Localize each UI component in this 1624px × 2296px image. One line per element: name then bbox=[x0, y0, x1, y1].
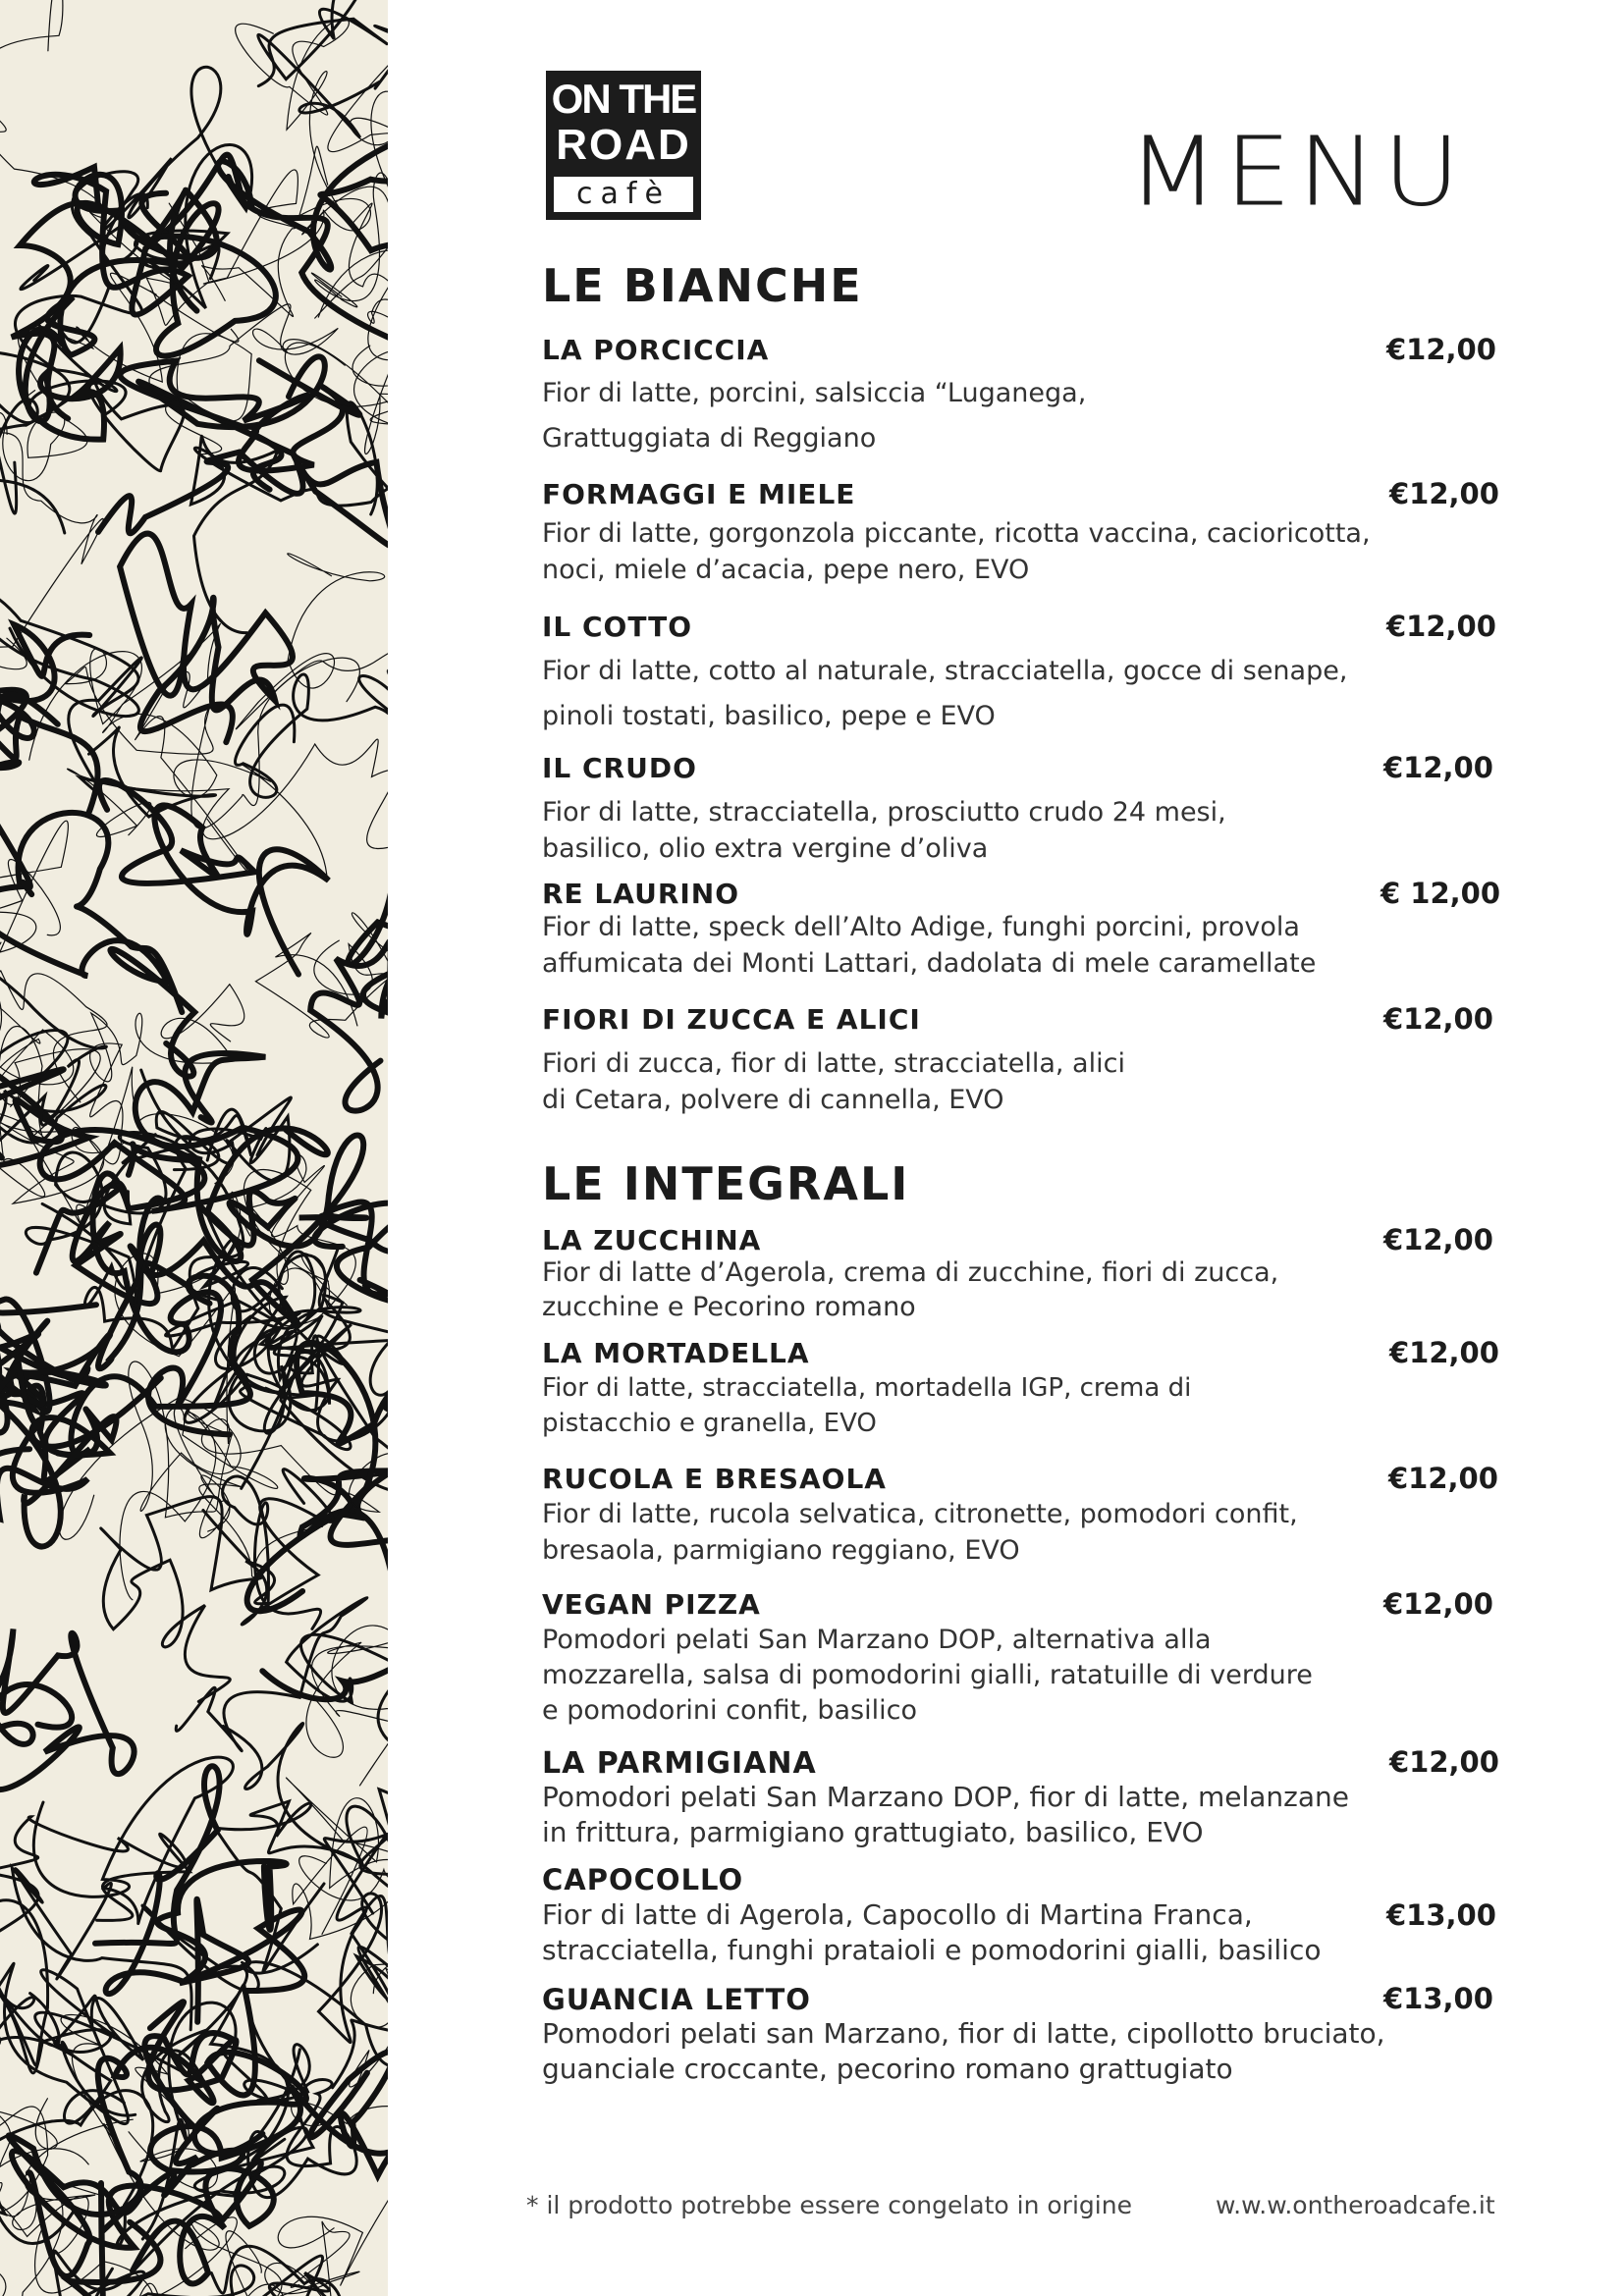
desc-line: Fior di latte, stracciatella, prosciutto crudo 24 mesi, bbox=[542, 797, 1226, 828]
item-description bbox=[542, 1050, 1426, 1113]
logo-line-2: ROAD bbox=[556, 121, 691, 169]
decorative-pattern-panel bbox=[0, 0, 388, 2296]
desc-line: Fior di latte di Agerola, Capocollo di Martina Franca, bbox=[542, 1898, 1253, 1931]
item-name: RE LAURINO bbox=[542, 878, 740, 910]
item-description bbox=[542, 520, 1426, 583]
item-description bbox=[542, 380, 1426, 452]
pattern-stroke bbox=[149, 304, 388, 454]
item-name: VEGAN PIZZA bbox=[542, 1588, 761, 1621]
desc-line: bresaola, parmigiano reggiano, EVO bbox=[542, 1535, 1020, 1566]
desc-line: affumicata dei Monti Lattari, dadolata di mele caramellate bbox=[542, 948, 1317, 979]
logo bbox=[546, 71, 701, 220]
logo-line-1: ON THE bbox=[551, 76, 696, 122]
item-description bbox=[542, 799, 1426, 862]
item-description bbox=[542, 658, 1426, 729]
pattern-stroke bbox=[101, 1497, 262, 1702]
desc-line: Fior di latte, stracciatella, mortadella IGP, crema di bbox=[542, 1373, 1192, 1403]
item-price: €12,00 bbox=[1388, 1462, 1498, 1495]
pattern-stroke bbox=[0, 1974, 135, 2115]
desc-line: Pomodori pelati san Marzano, fior di latte, cipollotto bruciato, bbox=[542, 2017, 1385, 2050]
pattern-stroke bbox=[120, 534, 293, 743]
item-price: €12,00 bbox=[1383, 1587, 1493, 1621]
item-description bbox=[542, 1375, 1426, 1436]
pattern-stroke bbox=[236, 19, 388, 360]
item-price: €12,00 bbox=[1383, 751, 1493, 784]
item-name: GUANCIA LETTO bbox=[542, 1983, 811, 2016]
desc-line: in frittura, parmigiano grattugiato, basilico, EVO bbox=[542, 1816, 1204, 1848]
desc-line: di Cetara, polvere di cannella, EVO bbox=[542, 1085, 1004, 1115]
desc-line: zucchine e Pecorino romano bbox=[542, 1292, 916, 1322]
desc-line: Fior di latte, cotto al naturale, stracciatella, gocce di senape, bbox=[542, 656, 1348, 686]
item-price: €12,00 bbox=[1389, 1745, 1499, 1779]
item-description bbox=[542, 1627, 1426, 1724]
item-name: LA PARMIGIANA bbox=[542, 1746, 817, 1781]
section-heading-bianche: LE BIANCHE bbox=[542, 259, 863, 312]
item-name: CAPOCOLLO bbox=[542, 1863, 744, 1896]
logo-line-3: cafè bbox=[554, 177, 693, 212]
desc-line: Fiori di zucca, fior di latte, stracciatella, alici bbox=[542, 1048, 1125, 1079]
footer-url[interactable]: w.w.w.ontheroadcafe.it bbox=[1216, 2191, 1495, 2219]
item-name: LA ZUCCHINA bbox=[542, 1224, 762, 1256]
page-title: MENU bbox=[1127, 117, 1467, 228]
pattern-stroke bbox=[142, 1985, 309, 2239]
desc-line: e pomodorini confit, basilico bbox=[542, 1695, 917, 1726]
item-price: €13,00 bbox=[1383, 1982, 1493, 2015]
item-name: LA MORTADELLA bbox=[542, 1337, 810, 1369]
item-name: LA PORCICCIA bbox=[542, 334, 770, 366]
desc-line: Pomodori pelati San Marzano DOP, fior di latte, melanzane bbox=[542, 1781, 1350, 1813]
footer-note: * il prodotto potrebbe essere congelato in origine bbox=[526, 2191, 1132, 2219]
item-description bbox=[542, 914, 1426, 977]
item-price: €12,00 bbox=[1386, 610, 1496, 643]
desc-line: Fior di latte d’Agerola, crema di zucchine, fiori di zucca, bbox=[542, 1257, 1279, 1288]
pattern-stroke bbox=[215, 1789, 388, 1972]
item-name: FORMAGGI E MIELE bbox=[542, 478, 856, 510]
pattern-stroke bbox=[0, 1629, 135, 1790]
desc-line: stracciatella, funghi prataioli e pomodorini gialli, basilico bbox=[542, 1934, 1322, 1966]
section-heading-integrali: LE INTEGRALI bbox=[542, 1157, 910, 1210]
item-name: IL CRUDO bbox=[542, 752, 697, 784]
pattern-stroke bbox=[190, 402, 388, 633]
desc-line: Pomodori pelati San Marzano DOP, alternativa alla bbox=[542, 1625, 1212, 1655]
pattern-stroke bbox=[299, 1201, 388, 1302]
item-description bbox=[542, 1259, 1426, 1320]
desc-line: basilico, olio extra vergine d’oliva bbox=[542, 833, 989, 864]
desc-line: Fior di latte, speck dell’Alto Adige, funghi porcini, provola bbox=[542, 912, 1300, 942]
item-name: FIORI DI ZUCCA E ALICI bbox=[542, 1003, 921, 1036]
desc-line: mozzarella, salsa di pomodorini gialli, ratatuille di verdure bbox=[542, 1660, 1313, 1690]
item-price: €12,00 bbox=[1383, 1002, 1493, 1036]
pattern-stroke bbox=[258, 0, 388, 137]
item-price: €12,00 bbox=[1386, 333, 1496, 366]
desc-line: pinoli tostati, basilico, pepe e EVO bbox=[542, 701, 996, 731]
item-price: €13,00 bbox=[1386, 1898, 1496, 1932]
abstract-line-pattern-icon bbox=[0, 0, 388, 2296]
item-description bbox=[542, 2017, 1426, 2085]
item-price: €12,00 bbox=[1389, 1336, 1499, 1369]
desc-line: Grattuggiata di Reggiano bbox=[542, 423, 877, 454]
desc-line: noci, miele d’acacia, pepe nero, EVO bbox=[542, 555, 1030, 585]
pattern-stroke bbox=[70, 2033, 235, 2296]
desc-line: Fior di latte, rucola selvatica, citronette, pomodori confit, bbox=[542, 1499, 1298, 1529]
item-description bbox=[542, 1781, 1426, 1848]
item-description bbox=[542, 1898, 1426, 1966]
item-price: €12,00 bbox=[1389, 477, 1499, 510]
item-name: RUCOLA E BRESAOLA bbox=[542, 1463, 887, 1495]
item-price: € 12,00 bbox=[1380, 877, 1501, 910]
desc-line: Fior di latte, porcini, salsiccia “Luganega, bbox=[542, 378, 1087, 408]
desc-line: Fior di latte, gorgonzola piccante, ricotta vaccina, cacioricotta, bbox=[542, 518, 1371, 549]
item-description bbox=[542, 1501, 1426, 1564]
desc-line: guanciale croccante, pecorino romano grattugiato bbox=[542, 2053, 1233, 2085]
item-name: IL COTTO bbox=[542, 611, 693, 643]
desc-line: pistacchio e granella, EVO bbox=[542, 1409, 877, 1438]
item-price: €12,00 bbox=[1383, 1223, 1493, 1256]
